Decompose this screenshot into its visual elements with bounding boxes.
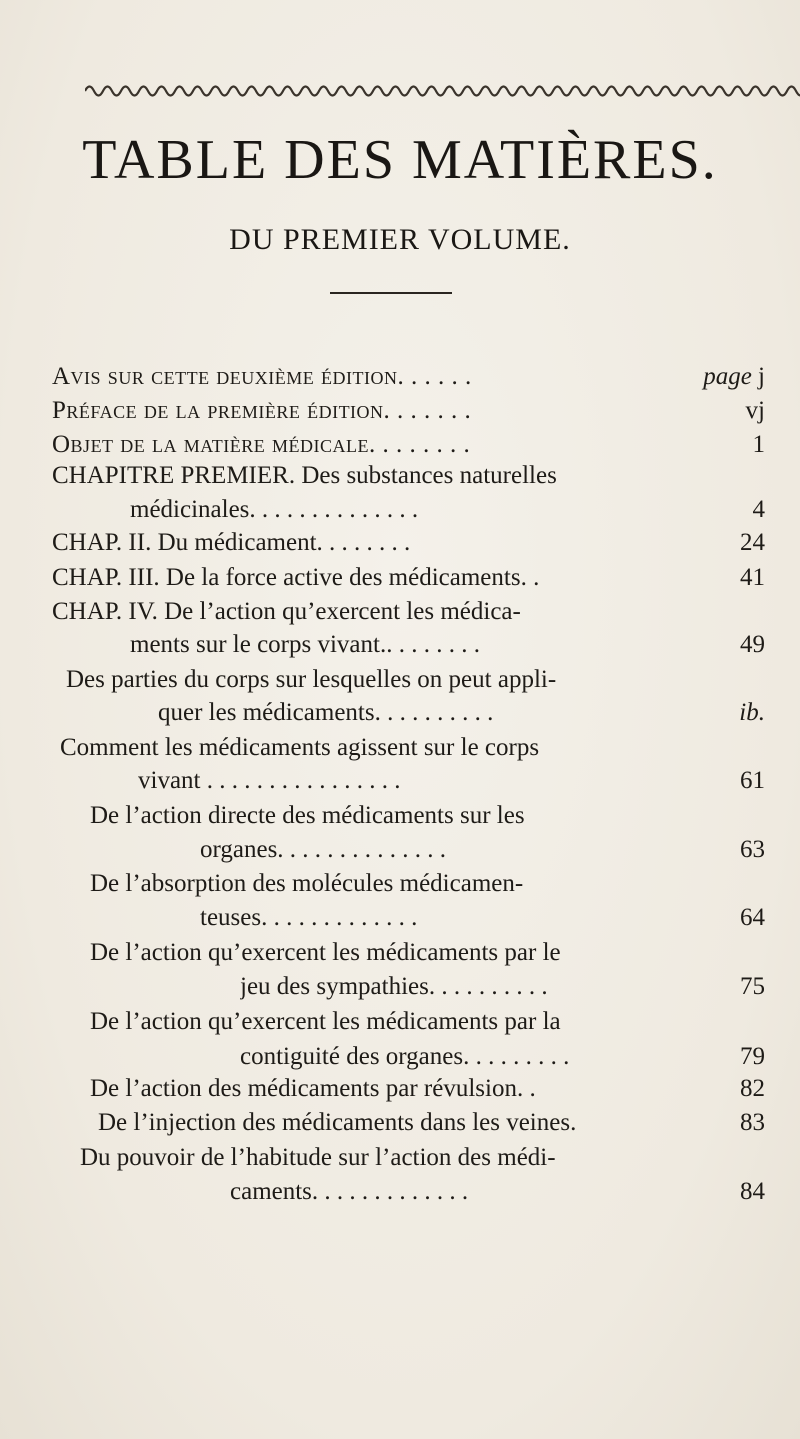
toc-entry-title-continued: quer les médicaments. . . . . . . . . . [158, 699, 494, 726]
toc-entry-title: CHAP. II. Du médicament. . . . . . . . [52, 529, 411, 556]
page-number-value: 82 [740, 1075, 765, 1102]
toc-entry-title-continued: jeu des sympathies. . . . . . . . . . [240, 973, 548, 1000]
toc-entry-title: CHAP. III. De la force active des médicaments. . [52, 564, 540, 591]
toc-page-number [740, 1101, 765, 1145]
toc-page-number [740, 965, 765, 1009]
page-number-value: 41 [740, 564, 765, 591]
toc-entry-title: Préface de la première édition. . . . . . . [52, 397, 472, 424]
page-number-value: 63 [740, 836, 765, 863]
toc-page-number [739, 691, 765, 735]
toc-entry-title-continued: caments. . . . . . . . . . . . . [230, 1178, 469, 1205]
toc-entry-title: Objet de la matière médicale. . . . . . . . [52, 431, 471, 458]
page-number-value: 61 [740, 767, 765, 794]
page-number-value: 84 [740, 1178, 765, 1205]
toc-page-number [753, 423, 766, 467]
page-number-value: 24 [740, 529, 765, 556]
toc-entry-title: De l’action des médicaments par révulsion. . [90, 1075, 536, 1102]
toc-entry-title: CHAPITRE PREMIER. Des substances naturelles [52, 462, 557, 489]
page-number-value: j [758, 363, 765, 390]
toc-page-number [740, 623, 765, 667]
page-number-value: 75 [740, 973, 765, 1000]
toc-entry-title: De l’action qu’exercent les médicaments par le [90, 939, 561, 966]
toc-entry-title-continued: teuses. . . . . . . . . . . . . [200, 904, 418, 931]
page-number-value: 64 [740, 904, 765, 931]
toc-entry-title-continued: vivant . . . . . . . . . . . . . . . . [138, 767, 401, 794]
toc-entry-title: Comment les médicaments agissent sur le corps [60, 734, 540, 761]
toc-entry-title-continued: médicinales. . . . . . . . . . . . . . [130, 496, 419, 523]
toc-entry-title: De l’action qu’exercent les médicaments par la [90, 1008, 561, 1035]
toc-page-number [740, 896, 765, 940]
page-number-value: 49 [740, 631, 765, 658]
page-number-value: ib. [739, 699, 765, 726]
toc-entry-title: Du pouvoir de l’habitude sur l’action des médi- [80, 1144, 556, 1171]
toc-entry-title: Avis sur cette deuxième édition. . . . . . [52, 363, 472, 390]
toc-entry-title-continued: ments sur le corps vivant.. . . . . . . . [130, 631, 480, 658]
page-title: TABLE DES MATIÈRES. [82, 129, 718, 191]
toc-page-number [740, 556, 765, 600]
toc-entry-title-continued: contiguité des organes. . . . . . . . . [240, 1043, 570, 1070]
toc-page-number [740, 1170, 765, 1214]
toc-entry-title: De l’injection des médicaments dans les veines. [98, 1109, 577, 1136]
toc-page-number [740, 759, 765, 803]
toc-entry-title: Des parties du corps sur lesquelles on peut appli- [66, 666, 557, 693]
page-label: page [703, 363, 752, 390]
page-subtitle: DU PREMIER VOLUME. [229, 223, 571, 256]
page-number-value: vj [745, 397, 765, 424]
page-number-value: 83 [740, 1109, 765, 1136]
page-number-value: 4 [752, 496, 765, 523]
page-number-value: 1 [752, 431, 765, 458]
page-number-value: 79 [740, 1043, 765, 1070]
toc-entry-title: CHAP. IV. De l’action qu’exercent les médica- [52, 598, 521, 625]
toc-entry-title: De l’action directe des médicaments sur les [90, 802, 525, 829]
toc-entry-title: De l’absorption des molécules médicamen- [90, 870, 524, 897]
toc-page-number [740, 828, 765, 872]
toc-entry-title-continued: organes. . . . . . . . . . . . . . [200, 836, 447, 863]
